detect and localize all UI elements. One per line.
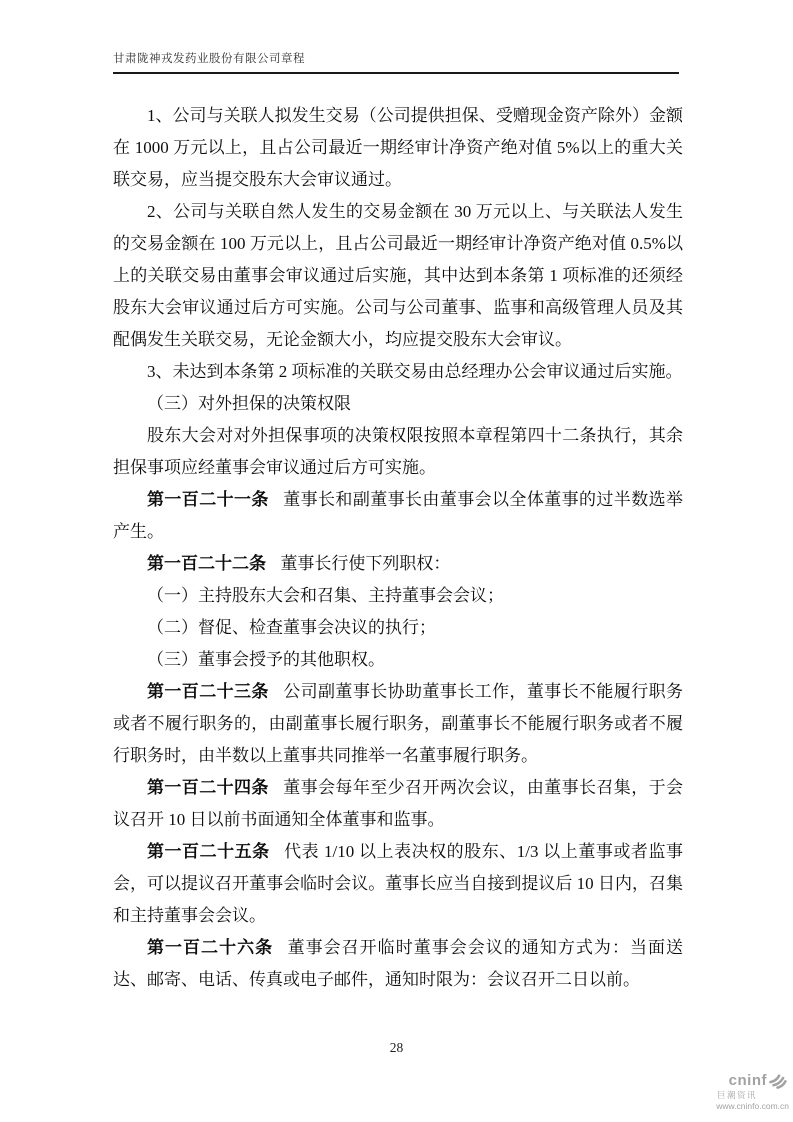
document-title: 甘肃陇神戎发药业股份有限公司章程 — [113, 50, 679, 74]
paragraph — [113, 356, 683, 388]
paragraph — [113, 932, 683, 996]
paragraph — [113, 420, 683, 484]
paragraph-text: （三）对外担保的决策权限 — [147, 394, 351, 413]
article-number: 第一百二十六条 — [147, 938, 274, 957]
paragraph — [113, 196, 683, 356]
paragraph-text: 2、公司与关联自然人发生的交易金额在 30 万元以上、与关联法人发生的交易金额在 100 万元以上，且占公司最近一期经审计净资产绝对值 0.5%以上的关联交易由董事会审议通过后实施，其中达到本条第 1 项标准的还须经股东大会审议通过后方可实施。公司与公司董事、监事和高级管理人员及其配偶发生关联交易，无论金额大小，均应提交股东大会审议。 — [113, 202, 683, 349]
paragraph-text: 董事会每年至少召开两次会议，由董事长召集，于会议召开 10 日以前书面通知全体董事和监事。 — [113, 778, 684, 829]
paragraph-text: 1、公司与关联人拟发生交易（公司提供担保、受赠现金资产除外）金额在 1000 万元以上，且占公司最近一期经审计净资产绝对值 5%以上的重大关联交易，应当提交股东大会审议通过。 — [113, 106, 683, 189]
paragraph-text: （二）督促、检查董事会决议的执行； — [147, 618, 436, 637]
paragraph-text: 股东大会对对外担保事项的决策权限按照本章程第四十二条执行，其余担保事项应经董事会审议通过后方可实施。 — [113, 426, 683, 477]
article-number: 第一百二十二条 — [147, 554, 266, 573]
paragraph — [113, 548, 683, 580]
article-number: 第一百二十五条 — [147, 842, 270, 861]
document-body — [113, 100, 683, 996]
paragraph-text: 董事长和副董事长由董事会以全体董事的过半数选举产生。 — [113, 490, 684, 541]
logo-brand-row — [701, 1071, 789, 1090]
paragraph — [113, 612, 683, 644]
paragraph-text: 代表 1/10 以上表决权的股东、1/3 以上董事或者监事会，可以提议召开董事会临时会议。董事长应当自接到提议后 10 日内，召集和主持董事会会议。 — [113, 842, 683, 925]
paragraph — [113, 388, 683, 420]
paragraph-text: 公司副董事长协助董事长工作，董事长不能履行职务或者不履行职务的，由副董事长履行职务，副董事长不能履行职务或者不履行职务时，由半数以上董事共同推举一名董事履行职务。 — [113, 682, 684, 765]
logo-url: www.cninfo.com.cn — [716, 1100, 789, 1111]
paragraph-text: （三）董事会授予的其他职权。 — [147, 650, 385, 669]
paragraph — [113, 836, 683, 932]
paragraph — [113, 100, 683, 196]
article-number: 第一百二十一条 — [147, 490, 269, 509]
logo-brand-text: cninf — [728, 1072, 767, 1089]
page-number: 28 — [389, 1040, 404, 1055]
page-header — [113, 50, 679, 74]
paragraph-text: 董事会召开临时董事会会议的通知方式为：当面送达、邮寄、电话、传真或电子邮件，通知时限为：会议召开二日以前。 — [113, 938, 683, 989]
paragraph-text: 3、未达到本条第 2 项标准的关联交易由总经理办公会审议通过后实施。 — [147, 362, 683, 381]
paragraph — [113, 772, 683, 836]
article-number: 第一百二十四条 — [147, 778, 269, 797]
paragraph — [113, 580, 683, 612]
paragraph — [113, 484, 683, 548]
paragraph — [113, 676, 683, 772]
cninfo-logo — [701, 1071, 789, 1110]
paragraph-text: （一）主持股东大会和召集、主持董事会会议； — [147, 586, 504, 605]
article-number: 第一百二十三条 — [147, 682, 269, 701]
cninfo-swirl-icon — [768, 1071, 787, 1090]
logo-chinese-name: 巨潮资讯 — [716, 1090, 757, 1100]
paragraph-text: 董事长行使下列职权： — [280, 554, 451, 573]
paragraph — [113, 644, 683, 676]
